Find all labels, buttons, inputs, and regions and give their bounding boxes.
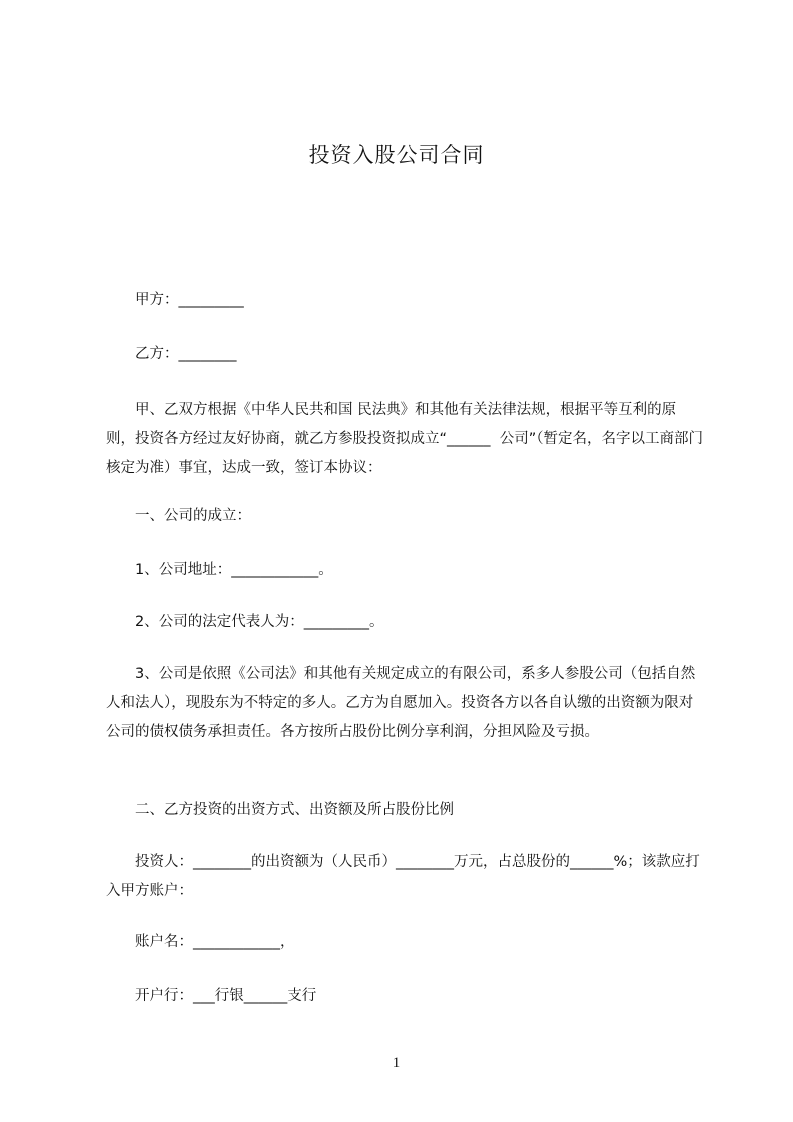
- account-name-line: 账户名：____________，: [135, 934, 295, 950]
- clause-2-legal-representative: 2、公司的法定代表人为：_________。: [135, 614, 384, 630]
- page-number: 1: [392, 1055, 401, 1071]
- party-a-line: 甲方：_________: [135, 292, 244, 308]
- intro-paragraph: 甲、乙双方根据《中华人民共和国 民法典》和其他有关法律法规，根据平等互利的原则，投资各方经过友好协商，就乙方参股投资拟成立“______ 公司”（暂定名，名字以工商部门核定为准）事宜，达成一致，签订本协议：: [106, 402, 703, 476]
- bank-line: 开户行：___行银______支行: [135, 988, 317, 1004]
- party-b-line: 乙方：________: [135, 346, 237, 362]
- section-2-heading: 二、乙方投资的出资方式、出资额及所占股份比例: [135, 802, 454, 818]
- section-1-heading: 一、公司的成立：: [135, 508, 251, 524]
- clause-3-company-nature: 3、公司是依照《公司法》和其他有关规定成立的有限公司，系多人参股公司（包括自然人和法人），现股东为不特定的多人。乙方为自愿加入。投资各方以各自认缴的出资额为限对公司的债权债务承担责任。各方按所占股份比例分享利润，分担风险及亏损。: [106, 666, 696, 740]
- clause-1-address: 1、公司地址：____________。: [135, 562, 333, 578]
- investor-contribution-paragraph: 投资人：________的出资额为（人民币）________万元，占总股份的______%；该款应打入甲方账户：: [106, 854, 700, 899]
- document-title: 投资入股公司合同: [308, 143, 485, 167]
